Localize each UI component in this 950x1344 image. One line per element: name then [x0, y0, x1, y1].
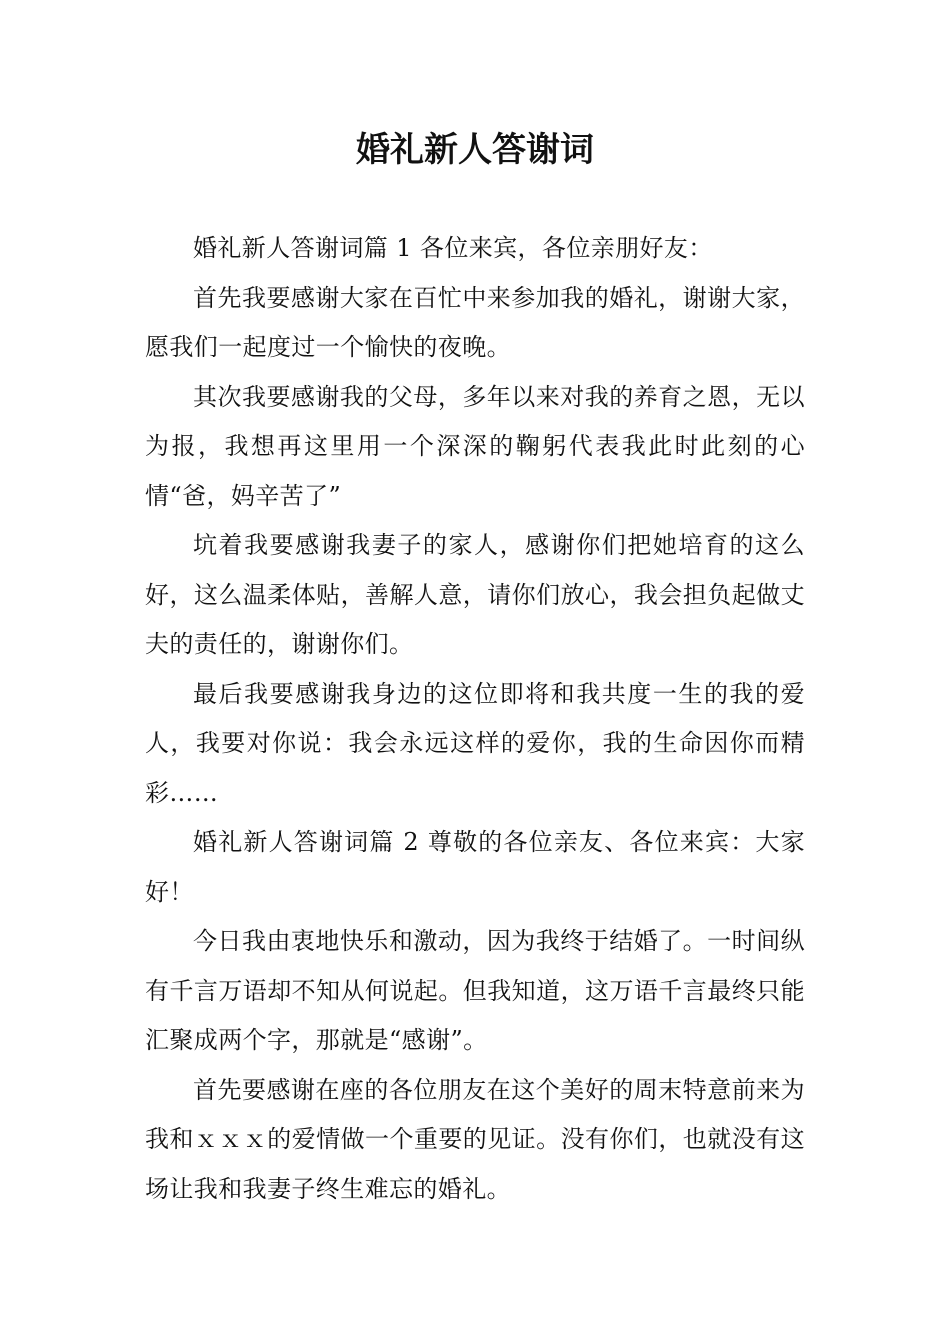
document-body — [145, 224, 805, 1214]
paragraph-2: 首先我要感谢大家在百忙中来参加我的婚礼，谢谢大家，愿我们一起度过一个愉快的夜晚。 — [145, 283, 805, 361]
paragraph-3: 其次我要感谢我的父母，多年以来对我的养育之恩，无以为报，我想再这里用一个深深的鞠躬代表我此时此刻的心情“爸，妈辛苦了” — [145, 382, 805, 510]
paragraph-1: 婚礼新人答谢词篇 1 各位来宾，各位亲朋好友： — [193, 234, 713, 262]
paragraph-5: 最后我要感谢我身边的这位即将和我共度一生的我的爱人，我要对你说：我会永远这样的爱你，我的生命因你而精彩…… — [145, 679, 805, 807]
document-title: 婚礼新人答谢词 — [356, 130, 594, 170]
paragraph-4: 坑着我要感谢我妻子的家人，感谢你们把她培育的这么好，这么温柔体贴，善解人意，请你们放心，我会担负起做丈夫的责任的，谢谢你们。 — [145, 531, 805, 658]
paragraph-7: 今日我由衷地快乐和激动，因为我终于结婚了。一时间纵有千言万语却不知从何说起。但我知道，这万语千言最终只能汇聚成两个字，那就是“感谢”。 — [145, 927, 805, 1054]
paragraph-6: 婚礼新人答谢词篇 2 尊敬的各位亲友、各位来宾：大家好！ — [145, 828, 805, 906]
paragraph-8: 首先要感谢在座的各位朋友在这个美好的周末特意前来为我和ｘｘｘ的爱情做一个重要的见证。没有你们，也就没有这场让我和我妻子终生难忘的婚礼。 — [145, 1075, 805, 1203]
